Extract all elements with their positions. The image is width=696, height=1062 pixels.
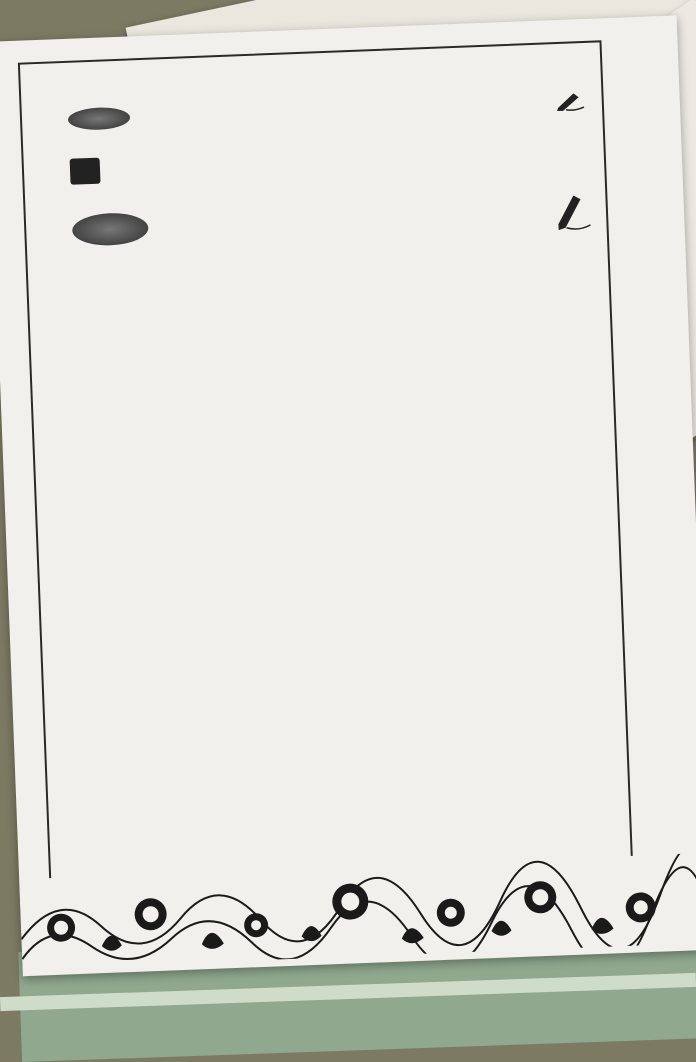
workbook-page [0, 15, 696, 976]
pencil-icon [553, 89, 588, 112]
hint-row [70, 139, 591, 185]
answer-badge [68, 106, 131, 130]
pencil-icon [551, 189, 593, 235]
page-content [67, 77, 593, 253]
answer-badge-bottom [72, 212, 149, 247]
arrow-right-icon [70, 158, 101, 185]
answer-row-top [68, 87, 589, 133]
